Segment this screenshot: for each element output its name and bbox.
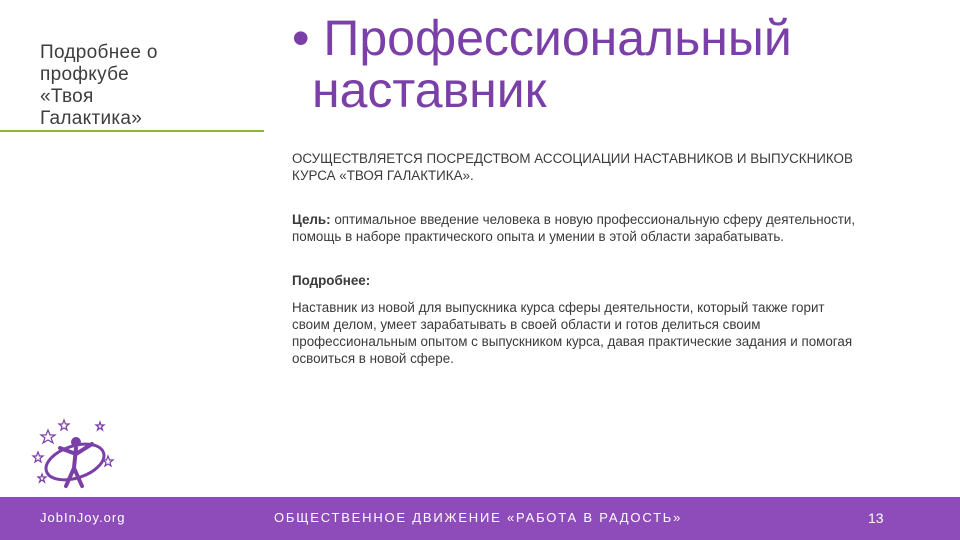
footer-organization: ОБЩЕСТВЕННОЕ ДВИЖЕНИЕ «РАБОТА В РАДОСТЬ» <box>274 510 683 525</box>
goal-paragraph <box>292 211 862 245</box>
slide-title-line1: • Профессиональный <box>292 10 792 66</box>
sidebar-title <box>40 42 240 134</box>
goal-text: оптимальное введение человека в новую профессиональную сферу деятельности, помощь в наборе практического опыта и умении в этой области зарабатывать. <box>292 212 856 244</box>
sidebar-title-line: «Твоя <box>40 86 94 107</box>
sidebar-title-line: Галактика» <box>40 108 143 129</box>
slide-body <box>292 150 862 367</box>
association-paragraph: ОСУЩЕСТВЛЯЕТСЯ ПОСРЕДСТВОМ АССОЦИАЦИИ НАСТАВНИКОВ И ВЫПУСКНИКОВ КУРСА «ТВОЯ ГАЛАКТИКА». <box>292 151 853 183</box>
footer-bar <box>0 497 960 540</box>
details-paragraph: Наставник из новой для выпускника курса сферы деятельности, который также горит своим делом, умеет зарабатывать в своей области и готов делиться своим профессиональным опытом с выпускником курса, давая практические задания и помогая освоиться в новой сфере. <box>292 300 853 366</box>
galaxy-logo-icon <box>30 418 120 494</box>
slide-title <box>292 12 942 116</box>
details-label: Подробнее: <box>292 273 371 288</box>
slide-title-line2: наставник <box>312 62 547 118</box>
sidebar-title-line: Подробнее о <box>40 42 158 63</box>
goal-label: Цель: <box>292 212 331 227</box>
sidebar-title-line: профкубе <box>40 64 129 85</box>
footer-site-link[interactable]: JobInJoy.org <box>40 510 126 525</box>
sidebar-divider <box>0 130 264 132</box>
page-number: 13 <box>868 510 884 526</box>
